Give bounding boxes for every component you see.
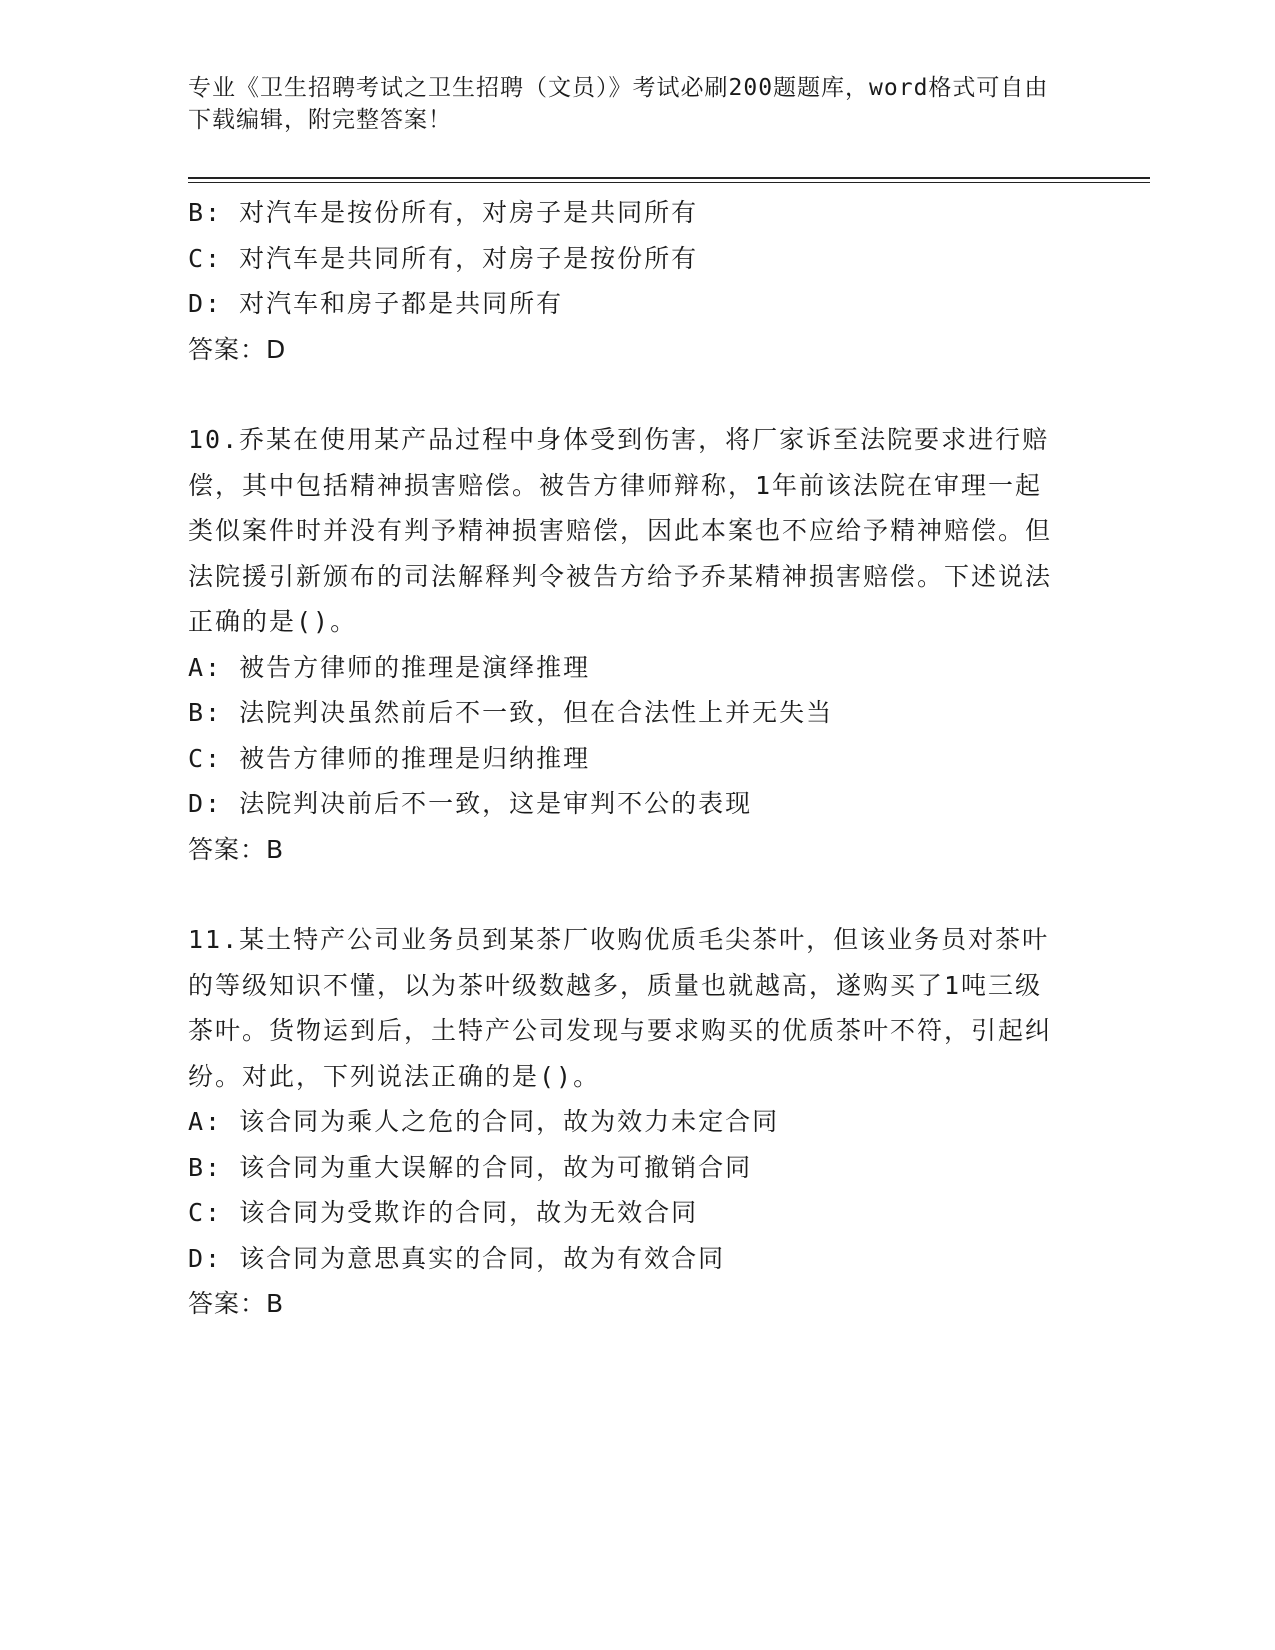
answer-line: 答案：B <box>188 1289 285 1318</box>
prev-question-block <box>188 190 1068 372</box>
option-c: C: 被告方律师的推理是归纳推理 <box>188 743 591 773</box>
answer-line: 答案：D <box>188 334 287 364</box>
option-b: B: 对汽车是按份所有，对房子是共同所有 <box>188 198 699 227</box>
spacer <box>188 372 1068 417</box>
spacer <box>188 872 1068 917</box>
option-c: C: 对汽车是共同所有，对房子是按份所有 <box>188 243 699 273</box>
option-d: D: 该合同为意思真实的合同，故为有效合同 <box>188 1243 726 1273</box>
document-body <box>188 190 1068 1327</box>
option-b: B: 该合同为重大误解的合同，故为可撤销合同 <box>188 1152 753 1182</box>
page-header <box>188 72 1068 136</box>
option-c: C: 该合同为受欺诈的合同，故为无效合同 <box>188 1198 699 1227</box>
question-10-block <box>188 417 1068 872</box>
question-text: 11.某土特产公司业务员到某茶厂收购优质毛尖茶叶，但该业务员对茶叶的等级知识不懂，以为茶叶级数越多，质量也就越高，遂购买了1吨三级茶叶。货物运到后，土特产公司发现与要求购买的优质茶叶不符，引起纠纷。对此，下列说法正确的是()。 <box>188 925 1053 1091</box>
answer-line: 答案：B <box>188 834 285 864</box>
option-d: D: 法院判决前后不一致，这是审判不公的表现 <box>188 789 753 818</box>
option-d: D: 对汽车和房子都是共同所有 <box>188 289 564 318</box>
header-rule-thick <box>188 177 1150 179</box>
option-b: B: 法院判决虽然前后不一致，但在合法性上并无失当 <box>188 698 834 727</box>
option-a: A: 被告方律师的推理是演绎推理 <box>188 652 591 682</box>
header-text: 专业《卫生招聘考试之卫生招聘（文员）》考试必刷200题题库，word格式可自由下载编辑，附完整答案！ <box>188 75 1049 133</box>
option-a: A: 该合同为乘人之危的合同，故为效力未定合同 <box>188 1107 780 1136</box>
question-text: 10.乔某在使用某产品过程中身体受到伤害，将厂家诉至法院要求进行赔偿，其中包括精神损害赔偿。被告方律师辩称，1年前该法院在审理一起类似案件时并没有判予精神损害赔偿，因此本案也不应给予精神赔偿。但法院援引新颁布的司法解释判令被告方给予乔某精神损害赔偿。下述说法正确的是()。 <box>188 425 1053 636</box>
header-rule-thin <box>188 182 1150 183</box>
question-11-block <box>188 917 1068 1327</box>
